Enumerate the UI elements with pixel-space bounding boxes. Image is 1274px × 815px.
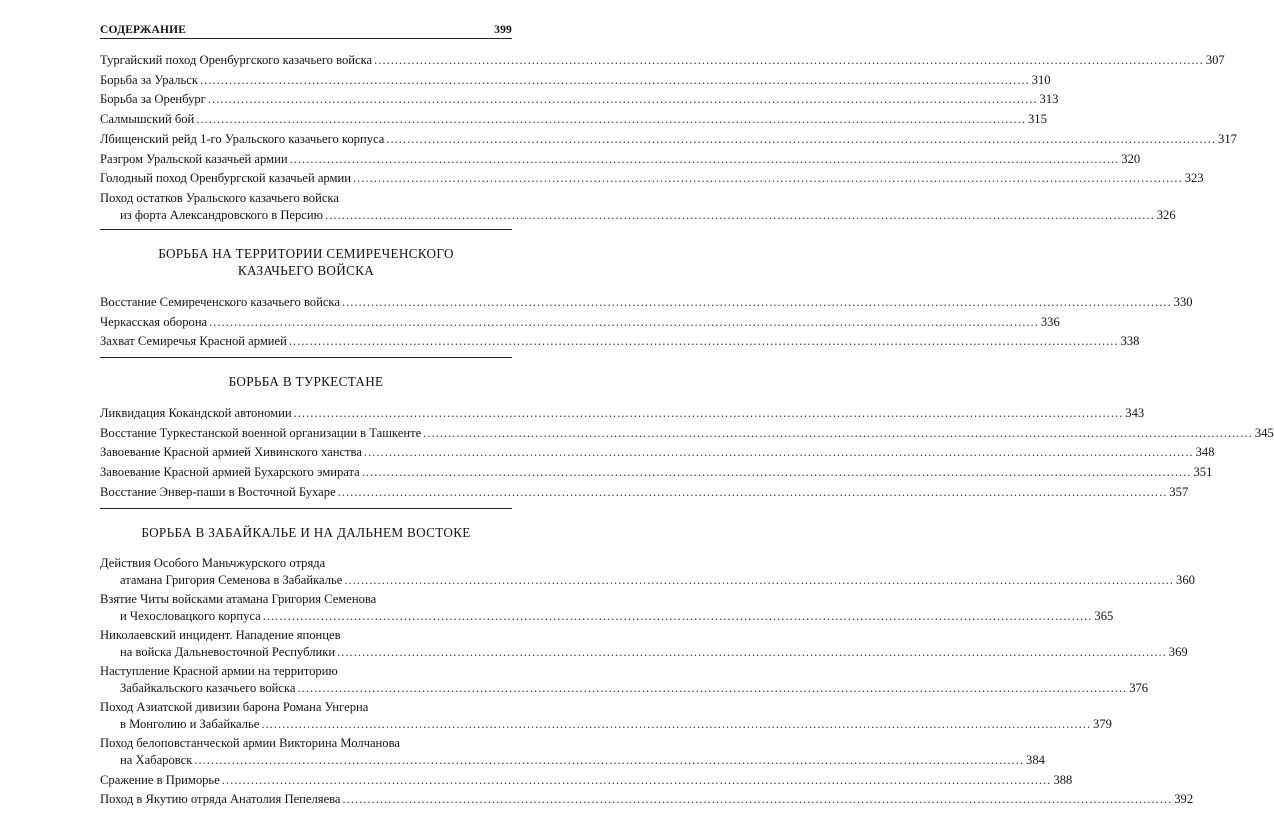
toc-entry-title: Салмышский бой — [100, 112, 195, 127]
toc-entry-title: Восстание Туркестанской военной организации в Ташкенте — [100, 425, 422, 440]
dot-leader: ........................................................................................................................................................................................................ — [297, 680, 1128, 695]
dot-leader: ........................................................................................................................................................................................................ — [341, 294, 1172, 309]
toc-entry-page: 379 — [1093, 716, 1112, 731]
toc-entry-page: 323 — [1184, 171, 1204, 186]
toc-entry-title-line2: на Хабаровск — [120, 752, 193, 767]
toc-entry-title: Восстание Семиреченского казачьего войска — [100, 294, 340, 309]
section-heading-line1: БОРЬБА НА ТЕРРИТОРИИ СЕМИРЕЧЕНСКОГО — [158, 245, 454, 261]
toc-entry[interactable] — [100, 313, 1060, 333]
dot-leader: ........................................................................................................................................................................................................ — [337, 644, 1167, 659]
toc-entry-page: 348 — [1195, 445, 1215, 460]
toc-entry-line2 — [100, 644, 1188, 661]
dot-leader: ........................................................................................................................................................................................................ — [337, 484, 1168, 499]
toc-entry-page: 376 — [1129, 680, 1149, 695]
toc-entry-title-line2: на войска Дальневосточной Республики — [120, 644, 336, 659]
dot-leader: ........................................................................................................................................................................................................ — [344, 572, 1175, 587]
toc-entry-page: 392 — [1174, 792, 1194, 807]
toc-entry-page: 365 — [1094, 608, 1114, 623]
toc-entry[interactable] — [100, 404, 1145, 424]
section-heading-turkestan — [100, 373, 512, 390]
toc-entry-title: Тургайский поход Оренбургского казачьего войска — [100, 53, 373, 67]
toc-entry-page: 384 — [1026, 752, 1045, 767]
toc-entry[interactable] — [100, 51, 1225, 71]
toc-entry-page: 330 — [1173, 294, 1193, 309]
toc-entry[interactable] — [100, 443, 1215, 463]
toc-entry-page: 343 — [1125, 406, 1145, 421]
dot-leader: ........................................................................................................................................................................................................ — [194, 752, 1025, 767]
toc-entry-title: Голодный поход Оренбургской казачьей армии — [100, 171, 351, 186]
toc-entry-page: 307 — [1205, 53, 1225, 67]
dot-leader: ........................................................................................................................................................................................................ — [353, 171, 1183, 186]
toc-entry-page: 369 — [1168, 644, 1188, 659]
toc-group-far-east — [100, 555, 1195, 815]
running-header — [100, 24, 512, 39]
toc-entry-line2 — [100, 572, 1195, 589]
toc-entry-multiline[interactable] — [100, 663, 1149, 697]
toc-entry-title-line2: в Монголию и Забайкалье — [120, 716, 260, 731]
toc-entry[interactable] — [100, 110, 1047, 130]
toc-entry-title-line2: и Чехословацкого корпуса — [120, 608, 261, 623]
toc-entry-title: Захват Семиречья Красной армией — [100, 334, 287, 349]
toc-entry-page: 338 — [1120, 334, 1140, 349]
toc-entry-title: Борьба за Оренбург — [100, 92, 206, 107]
toc-entry-title-line2: из форта Александровского в Персию — [120, 207, 324, 222]
section-heading-line1: БОРЬБА В ЗАБАЙКАЛЬЕ И НА ДАЛЬНЕМ ВОСТОКЕ — [141, 524, 471, 540]
toc-entry-line2 — [100, 680, 1149, 697]
toc-entry-page: 357 — [1169, 484, 1189, 499]
toc-entry-multiline[interactable] — [100, 555, 1195, 589]
toc-entry-title: Черкасская оборона — [100, 314, 208, 329]
toc-entry[interactable] — [100, 130, 1237, 150]
toc-entry-title-line1: Николаевский инцидент. Нападение японцев — [100, 627, 341, 642]
toc-entry[interactable] — [100, 90, 1059, 110]
dot-leader: ........................................................................................................................................................................................................ — [262, 608, 1093, 623]
toc-entry-title-line1: Поход Азиатской дивизии барона Романа Унгерна — [100, 699, 369, 714]
toc-group-intro — [100, 51, 1237, 230]
dot-leader: ........................................................................................................................................................................................................ — [199, 72, 1030, 87]
dot-leader: ........................................................................................................................................................................................................ — [363, 445, 1194, 460]
toc-entry-title-line1: Наступление Красной армии на территорию — [100, 663, 338, 678]
header-page-number: 399 — [494, 24, 512, 36]
toc-entry-title-line1: Взятие Читы войсками атамана Григория Семенова — [100, 591, 377, 606]
dot-leader: ........................................................................................................................................................................................................ — [293, 406, 1124, 421]
toc-entry-multiline[interactable] — [100, 735, 1045, 769]
toc-entry-title: Восстание Энвер-паши в Восточной Бухаре — [100, 484, 336, 499]
toc-entry-title-line1: Действия Особого Маньчжурского отряда — [100, 555, 326, 570]
toc-content — [100, 51, 1274, 815]
dot-leader: ........................................................................................................................................................................................................ — [289, 151, 1120, 166]
toc-entry-title-line1: Поход белоповстанческой армии Викторина Молчанова — [100, 735, 400, 750]
toc-entry-title: Завоевание Красной армией Бухарского эмирата — [100, 465, 360, 480]
toc-entry[interactable] — [100, 771, 1073, 791]
section-heading-line1: БОРЬБА В ТУРКЕСТАНЕ — [228, 374, 384, 390]
toc-entry[interactable] — [100, 293, 1193, 313]
toc-entry[interactable] — [100, 332, 1140, 352]
dot-leader: ........................................................................................................................................................................................................ — [221, 772, 1052, 787]
toc-entry-page: 320 — [1121, 151, 1141, 166]
toc-entry-title-line1: Поход остатков Уральского казачьего войска — [100, 190, 339, 205]
toc-entry-title-line2: атамана Григория Семенова в Забайкалье — [120, 572, 343, 587]
toc-entry[interactable] — [100, 150, 1141, 170]
toc-entry-line2 — [100, 608, 1114, 625]
toc-entry-page: 351 — [1193, 465, 1213, 480]
toc-entry-title: Завоевание Красной армией Хивинского ханства — [100, 445, 362, 460]
toc-entry-page: 310 — [1031, 72, 1051, 87]
toc-entry-page: 317 — [1218, 131, 1237, 146]
toc-entry-title: Поход в Якутию отряда Анатолия Пепеляева — [100, 792, 341, 807]
toc-group-semirechye — [100, 293, 1193, 358]
dot-leader: ........................................................................................................................................................................................................ — [288, 334, 1119, 349]
toc-entry-line2 — [100, 752, 1045, 769]
toc-entry-page: 336 — [1040, 314, 1060, 329]
toc-entry-page: 360 — [1176, 572, 1195, 587]
toc-entry[interactable] — [100, 169, 1204, 189]
toc-entry-multiline[interactable] — [100, 627, 1188, 661]
toc-entry-title: Разгром Уральской казачьей армии — [100, 151, 288, 166]
toc-entry-title: Сражение в Приморье — [100, 772, 220, 787]
toc-entry-multiline[interactable] — [100, 699, 1112, 733]
toc-entry[interactable] — [100, 790, 1194, 810]
section-heading-line2: КАЗАЧЬЕГО ВОЙСКА — [237, 262, 375, 278]
toc-entry-page: 388 — [1053, 772, 1073, 787]
toc-entry[interactable] — [100, 424, 1274, 444]
toc-entry-title: Борьба за Уральск — [100, 72, 198, 87]
dot-leader: ........................................................................................................................................................................................................ — [207, 92, 1038, 107]
toc-entry-page: 313 — [1039, 92, 1059, 107]
dot-leader: ........................................................................................................................................................................................................ — [386, 131, 1217, 146]
toc-entry[interactable] — [100, 463, 1213, 483]
toc-entry-line2 — [100, 207, 1176, 224]
dot-leader: ........................................................................................................................................................................................................ — [342, 792, 1173, 807]
toc-entry-multiline[interactable] — [100, 190, 1176, 224]
dot-leader: ........................................................................................................................................................................................................ — [423, 425, 1253, 440]
section-heading-semirechye — [100, 245, 512, 279]
section-heading-far-east — [100, 524, 512, 541]
toc-entry-page: 315 — [1027, 112, 1047, 127]
toc-entry-title: Ликвидация Кокандской автономии — [100, 406, 292, 421]
toc-entry-multiline[interactable] — [100, 591, 1114, 625]
toc-entry[interactable] — [100, 483, 1189, 503]
toc-entry-title: Лбищенский рейд 1-го Уральского казачьего корпуса — [100, 131, 385, 146]
dot-leader: ........................................................................................................................................................................................................ — [261, 716, 1092, 731]
toc-entry-line2 — [100, 716, 1112, 733]
toc-entry[interactable] — [100, 71, 1051, 91]
dot-leader: ........................................................................................................................................................................................................ — [361, 465, 1192, 480]
toc-group-turkestan — [100, 404, 1274, 509]
dot-leader: ........................................................................................................................................................................................................ — [374, 53, 1204, 67]
dot-leader: ........................................................................................................................................................................................................ — [325, 207, 1155, 222]
dot-leader: ........................................................................................................................................................................................................ — [196, 112, 1026, 127]
toc-entry-page: 345 — [1254, 425, 1274, 440]
dot-leader: ........................................................................................................................................................................................................ — [209, 314, 1039, 329]
toc-entry-title-line2: Забайкальского казачьего войска — [120, 680, 296, 695]
toc-entry-page: 326 — [1156, 207, 1176, 222]
header-title: СОДЕРЖАНИЕ — [100, 24, 187, 36]
